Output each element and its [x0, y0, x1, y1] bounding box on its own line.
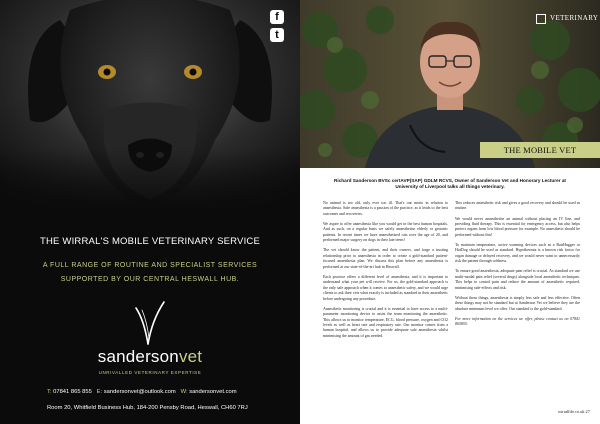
paragraph: Each practice offers a different level of anaesthesia, and it is important to understand what your pet will receive. For us, the gold-standard approach is the only safe approach when it comes to anaesthetic safety, and we would urge clients to ask their vets what exactly is included as standard in their anaesthetic before undergoing any procedure.: [323, 273, 448, 301]
paragraph: We would never anaesthetise an animal without placing an IV line, and providing fluid therapy. This is essential for emergency access, but also helps protect organs from low blood pressure for example. No anaesthetic should be performed without this!: [455, 215, 580, 237]
brand-part-1: sanderson: [97, 347, 179, 366]
paragraph: No animal is too old, only ever too ill. That's our motto in relation to anaesthesia. Safe anaesthesia is a passion of the practice, as it leads to the best outcomes and recoveries.: [323, 200, 448, 216]
email-label: E:: [96, 389, 103, 395]
tagline-line-1: A FULL RANGE OF ROUTINE AND SPECIALIST SERVICES: [42, 262, 258, 269]
headline: THE MOBILE VET: [503, 145, 577, 155]
paragraph: To ensure good anaesthesia, adequate pain relief is crucial. As standard we use multi-modal pain relief (several drugs) alongside local anaesthetic techniques. This helps to control pain and reduce the amount of anaesthetic required, minimising side-effects and risk.: [455, 268, 580, 290]
dog-photo: [0, 0, 300, 212]
phone-label: T:: [47, 389, 52, 395]
facebook-icon[interactable]: f: [270, 10, 284, 24]
paragraph: Without these things, anaesthesia is simply less safe and less effective. Often these things may not be standard but at Sanderson Vet we believe they are the absolute minimum level we offer. Our standard is the gold-standard.: [455, 294, 580, 311]
brand-part-2: vet: [178, 347, 203, 366]
section-label: VETERINARY: [550, 14, 599, 22]
headline-banner: [480, 142, 600, 158]
paragraph: Anaesthetic monitoring is crucial and it is essential to have access to a multi-parameter monitoring device to assist the team monitoring the anaesthetic. This allows us to monitor temperature, ECG, blood pressure, oxygen and CO2 levels as well as heart rate and respiratory rate. Our monitor comes from a human hospital, and allows us to provide adequate safe anaesthesia whilst minimising the amount of gas needed.: [323, 305, 448, 338]
article-column-1: [323, 200, 448, 343]
contact-details: [47, 389, 237, 395]
website-link[interactable]: sandersonvet.com: [189, 389, 237, 395]
brand-subtitle: UNRIVALLED VETERINARY EXPERTISE: [98, 370, 202, 375]
paragraph: This reduces anaesthetic risk and gives a good recovery and should be used as routine.: [455, 200, 580, 211]
phone-number[interactable]: 07841 865 855: [53, 389, 92, 395]
email-address[interactable]: sandersonvet@outlook.com: [103, 389, 176, 395]
web-label: W:: [180, 389, 188, 395]
paragraph: The vet should know the patient, and their owners, and forge a trusting relationship prior to anaesthesia in order to create a gold-standard patient-focused anaesthesia plan. We discuss this plan before any anaesthesia is performed at our state-of-the-art hub in Heswall.: [323, 247, 448, 269]
brand-wordmark: [0, 347, 300, 367]
page-number: wirrallife.co.uk 27: [558, 409, 590, 414]
twitter-icon[interactable]: t: [270, 28, 284, 42]
standfirst: Richard Sanderson BVSc certAVP(SAP) GDLM RCVS, Owner of Sanderson Vet and Honorary Lecturer at University of Liverpool talks all things veterinary.: [334, 178, 566, 190]
tagline-line-2: SUPPORTED BY OUR CENTRAL HESWALL HUB.: [60, 276, 240, 283]
paragraph: To maintain temperature, active warming devices such as a BairHugger or HotDog should be used as standard. Hypothermia is a known risk factor for organ damage or delayed recovery, and we would never want to unnecessarily risk the patient through coldness.: [455, 241, 580, 264]
article-page: [300, 0, 600, 424]
social-links: [270, 10, 286, 46]
address: Room 20, Whitfield Business Hub, 184-200 Pensby Road, Heswall, CH60 7RJ: [47, 405, 248, 411]
sanderson-vet-logo-mark: [130, 300, 170, 348]
closing-note: For more information on the services we offer, please contact us on 07841 865855.: [455, 315, 580, 327]
paragraph: We aspire to offer anaesthesia like you would get in the best human hospitals. And as such, on a regular basis we safely anaesthetise elderly or geriatric patients. In recent times we have anaesthetised cats over the age of 20, and performed major surgery on dogs in their late teens!: [323, 220, 448, 243]
article-column-2: [455, 200, 580, 331]
service-title: THE WIRRAL'S MOBILE VETERINARY SERVICE: [39, 236, 261, 247]
section-square-icon: [536, 14, 546, 24]
